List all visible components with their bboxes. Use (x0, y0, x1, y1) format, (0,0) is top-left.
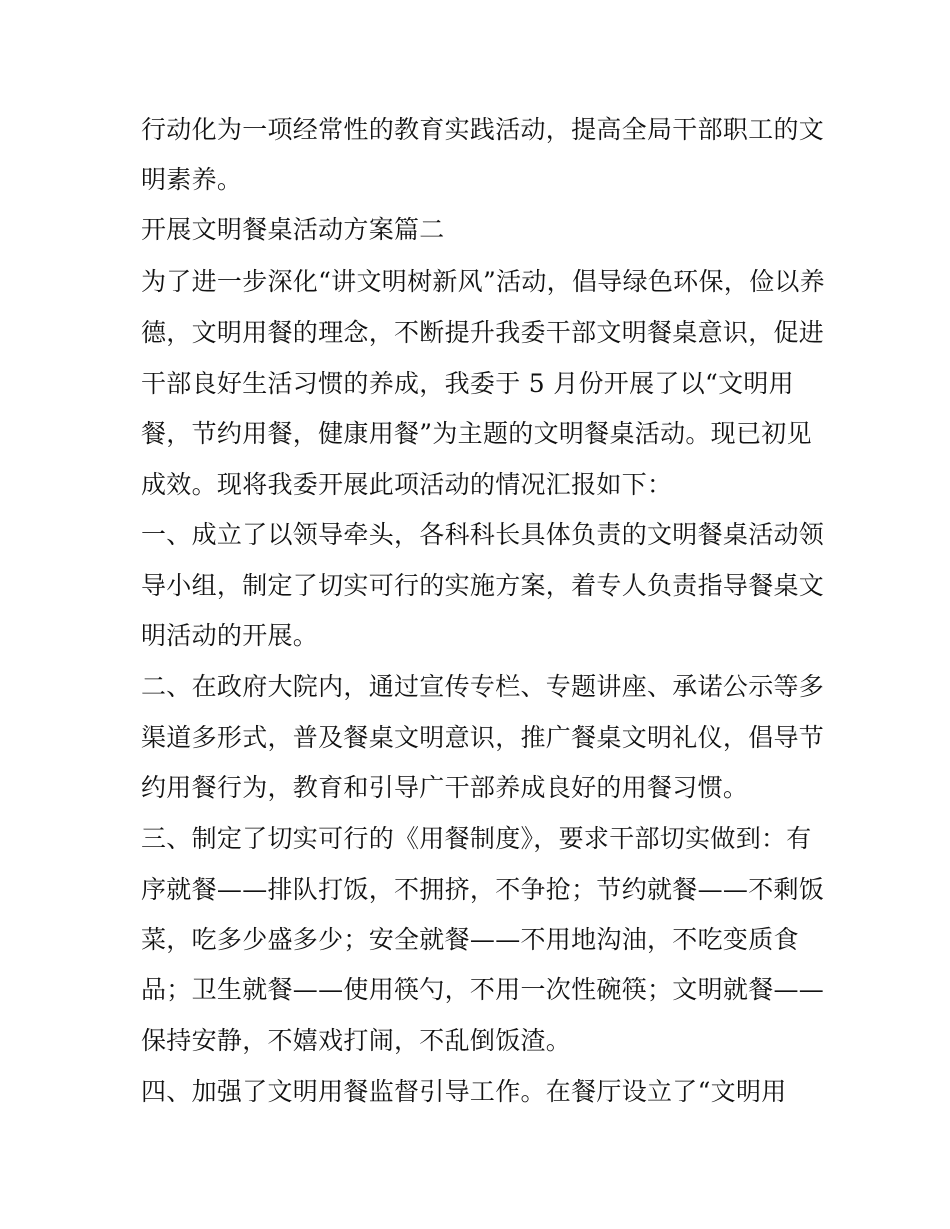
text-line: 约用餐行为，教育和引导广干部养成良好的用餐习惯。 (141, 773, 749, 802)
text-line: 导小组，制定了切实可行的实施方案，着专人负责指导餐桌文 (141, 571, 825, 600)
text-line: 德，文明用餐的理念，不断提升我委干部文明餐桌意识，促进 (141, 318, 825, 347)
text-line: 三、制定了切实可行的《用餐制度》，要求干部切实做到：有 (141, 824, 812, 853)
text-line: 餐，节约用餐，健康用餐”为主题的文明餐桌活动。现已初见 (141, 419, 812, 448)
text-line: 四、加强了文明用餐监督引导工作。在餐厅设立了“文明用 (141, 1077, 787, 1106)
text-line: 保持安静，不嬉戏打闹，不乱倒饭渣。 (141, 1026, 572, 1055)
text-line: 品；卫生就餐——使用筷勺，不用一次性碗筷；文明就餐—— (141, 975, 825, 1004)
text-line: 明素养。 (141, 165, 243, 194)
text-line: 成效。现将我委开展此项活动的情况汇报如下： (141, 470, 673, 499)
section-heading: 开展文明餐桌活动方案篇二 (141, 215, 445, 244)
text-line: 菜，吃多少盛多少；安全就餐——不用地沟油，不吃变质食 (141, 925, 799, 954)
text-line: 行动化为一项经常性的教育实践活动，提高全局干部职工的文 (141, 115, 825, 144)
text-line: 一、成立了以领导牵头，各科科长具体负责的文明餐桌活动领 (141, 520, 825, 549)
text-line: 二、在政府大院内，通过宣传专栏、专题讲座、承诺公示等多 (141, 672, 825, 701)
text-line: 为了进一步深化“讲文明树新风”活动，倡导绿色环保，俭以养 (141, 267, 825, 296)
text-line: 渠道多形式，普及餐桌文明意识，推广餐桌文明礼仪，倡导节 (141, 723, 825, 752)
text-line: 明活动的开展。 (141, 621, 319, 650)
text-line: 干部良好生活习惯的养成，我委于 5 月份开展了以“文明用 (141, 369, 794, 398)
text-line: 序就餐——排队打饭，不拥挤，不争抢；节约就餐——不剩饭 (141, 875, 825, 904)
